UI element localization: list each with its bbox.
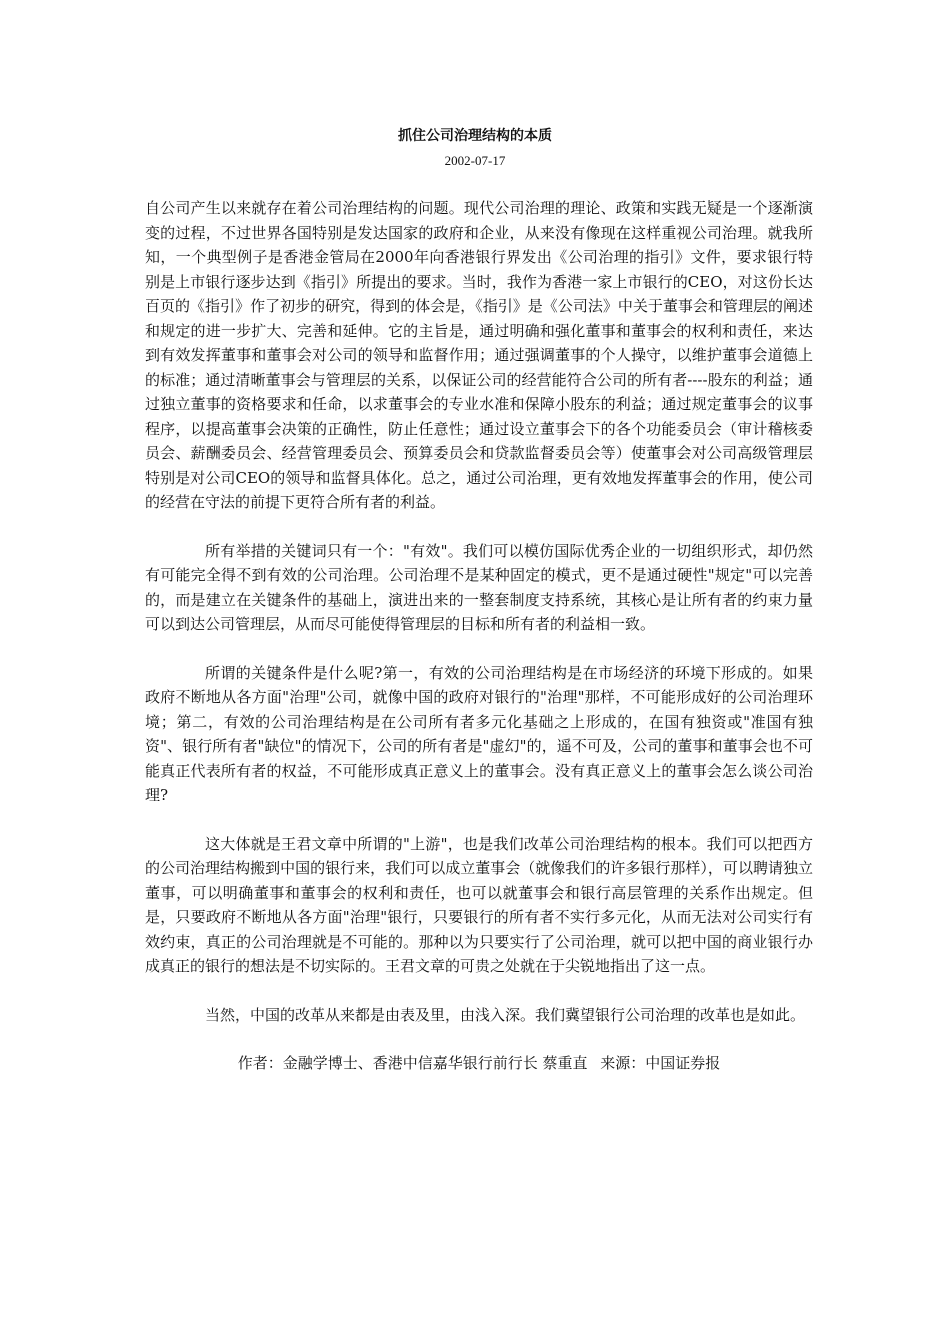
paragraph-4: 这大体就是王君文章中所谓的"上游"，也是我们改革公司治理结构的根本。我们可以把西方的公司治理结构搬到中国的银行来，我们可以成立董事会（就像我们的许多银行那样），可以聘请独立董事，可以明确董事和董事会的权利和责任，也可以就董事会和银行高层管理的关系作出规定。但是，只要政府不断地从各方面"治理"银行，只要银行的所有者不实行多元化，从而无法对公司实行有效约束，真正的公司治理就是不可能的。那种以为只要实行了公司治理，就可以把中国的商业银行办成真正的银行的想法是不切实际的。王君文章的可贵之处就在于尖锐地指出了这一点。 (145, 834, 813, 975)
article-date: 2002-07-17 (444, 153, 506, 168)
paragraph-5: 当然，中国的改革从来都是由表及里，由浅入深。我们冀望银行公司治理的改革也是如此。 (205, 1005, 806, 1024)
article-credit (145, 1051, 813, 1075)
source-line: 来源：中国证券报 (600, 1054, 721, 1072)
paragraph-3: 所谓的关键条件是什么呢?第一，有效的公司治理结构是在市场经济的环境下形成的。如果政府不断地从各方面"治理"公司，就像中国的政府对银行的"治理"那样，不可能形成好的公司治理环境；第二，有效的公司治理结构是在公司所有者多元化基础之上形成的，在国有独资或"准国有独资"、银行所有者"缺位"的情况下，公司的所有者是"虚幻"的，遥不可及，公司的董事和董事会也不可能真正代表所有者的权益，不可能形成真正意义上的董事会。没有真正意义上的董事会怎么谈公司治理? (145, 663, 813, 804)
article-title: 抓住公司治理结构的本质 (398, 128, 552, 144)
article-body (145, 196, 813, 1075)
paragraph-2: 所有举措的关键词只有一个："有效"。我们可以模仿国际优秀企业的一切组织形式，却仍然有可能完全得不到有效的公司治理。公司治理不是某种固定的模式，更不是通过硬性"规定"可以完善的，而是建立在关键条件的基础上，演进出来的一整套制度支持系统，其核心是让所有者的约束力量可以到达公司管理层，从而尽可能使得管理层的目标和所有者的利益相一致。 (145, 541, 813, 633)
author-line: 作者：金融学博士、香港中信嘉华银行前行长 蔡重直 (237, 1054, 588, 1072)
paragraph-1: 自公司产生以来就存在着公司治理结构的问题。现代公司治理的理论、政策和实践无疑是一个逐渐演变的过程，不过世界各国特别是发达国家的政府和企业，从来没有像现在这样重视公司治理。就我所知，一个典型例子是香港金管局在2000年向香港银行界发出《公司治理的指引》文件，要求银行特别是上市银行逐步达到《指引》所提出的要求。当时，我作为香港一家上市银行的CEO，对这份长达百页的《指引》作了初步的研究，得到的体会是，《指引》是《公司法》中关于董事会和管理层的阐述和规定的进一步扩大、完善和延伸。它的主旨是，通过明确和强化董事和董事会的权利和责任，来达到有效发挥董事和董事会对公司的领导和监督作用；通过强调董事的个人操守，以维护董事会道德上的标准；通过清晰董事会与管理层的关系，以保证公司的经营能符合公司的所有者----股东的利益；通过独立董事的资格要求和任命，以求董事会的专业水准和保障小股东的利益；通过规定董事会的议事程序，以提高董事会决策的正确性，防止任意性；通过设立董事会下的各个功能委员会（审计稽核委员会、薪酬委员会、经营管理委员会、预算委员会和贷款监督委员会等）使董事会对公司高级管理层特别是对公司CEO的领导和监督具体化。总之，通过公司治理，更有效地发挥董事会的作用，使公司的经营在守法的前提下更符合所有者的利益。 (145, 199, 813, 511)
